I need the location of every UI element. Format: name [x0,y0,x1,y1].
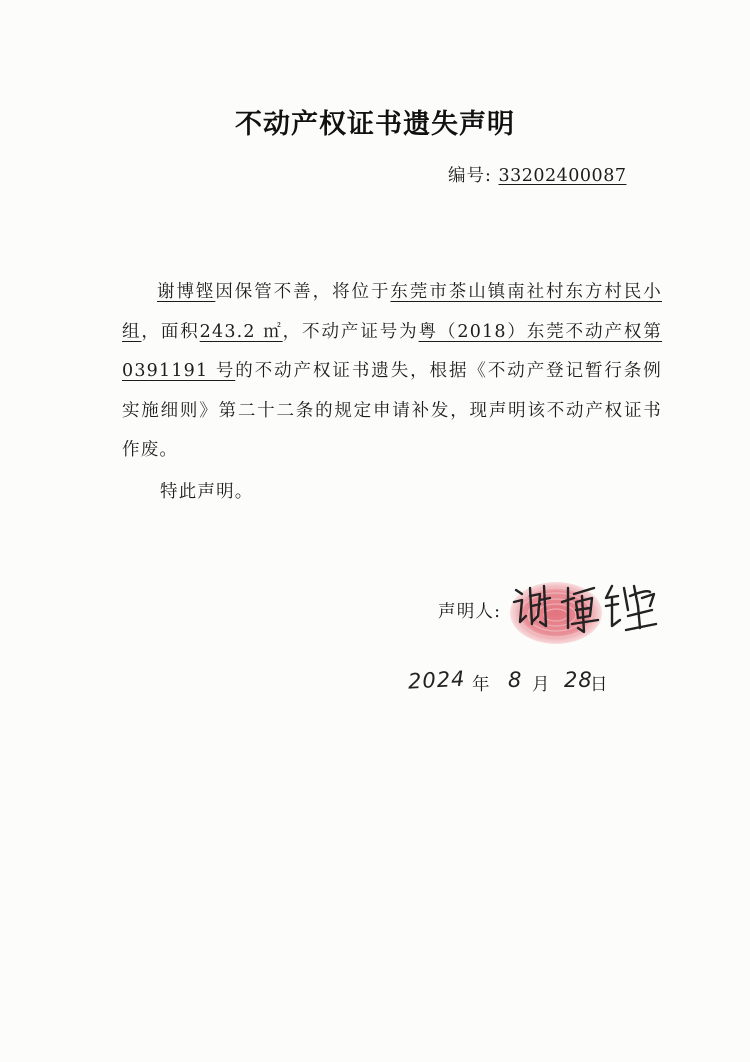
statement-body [122,273,662,471]
document-number-value: 33202400087 [498,166,627,186]
date-month: 8 [508,668,523,692]
owner-name: 谢博铿 [157,282,216,302]
date-month-unit: 月 [532,675,550,695]
certificate-number: 粤（2018）东莞不动产权第 0391191 号 [122,321,663,381]
date-year-unit: 年 [472,675,490,695]
document-title: 不动产权证书遗失声明 [235,109,515,140]
property-location: 东莞市茶山镇南社村东方村民小组 [122,282,662,342]
handwritten-signature [510,576,660,636]
declarant-label: 声明人: [438,602,502,622]
statement-text-4: 的不动产权证书遗失，根据《不动产登记暂行条例实施细则》第二十二条的规定申请补发，现声明该不动产权证书作废。 [122,361,662,460]
document-number-label: 编号: [448,166,492,186]
statement-text-3: ，不动产证号为 [282,321,419,342]
date-year: 2024 [407,666,467,694]
date-day-unit: 日 [590,675,608,695]
document-number [448,162,626,187]
statement-text-1: 因保管不善，将位于 [215,282,391,302]
statement-paragraph [122,273,662,471]
date-day: 28 [564,668,593,692]
property-area: 243.2 ㎡ [199,321,283,342]
closing-statement: 特此声明。 [160,482,254,502]
statement-text-2: ，面积 [141,321,200,342]
